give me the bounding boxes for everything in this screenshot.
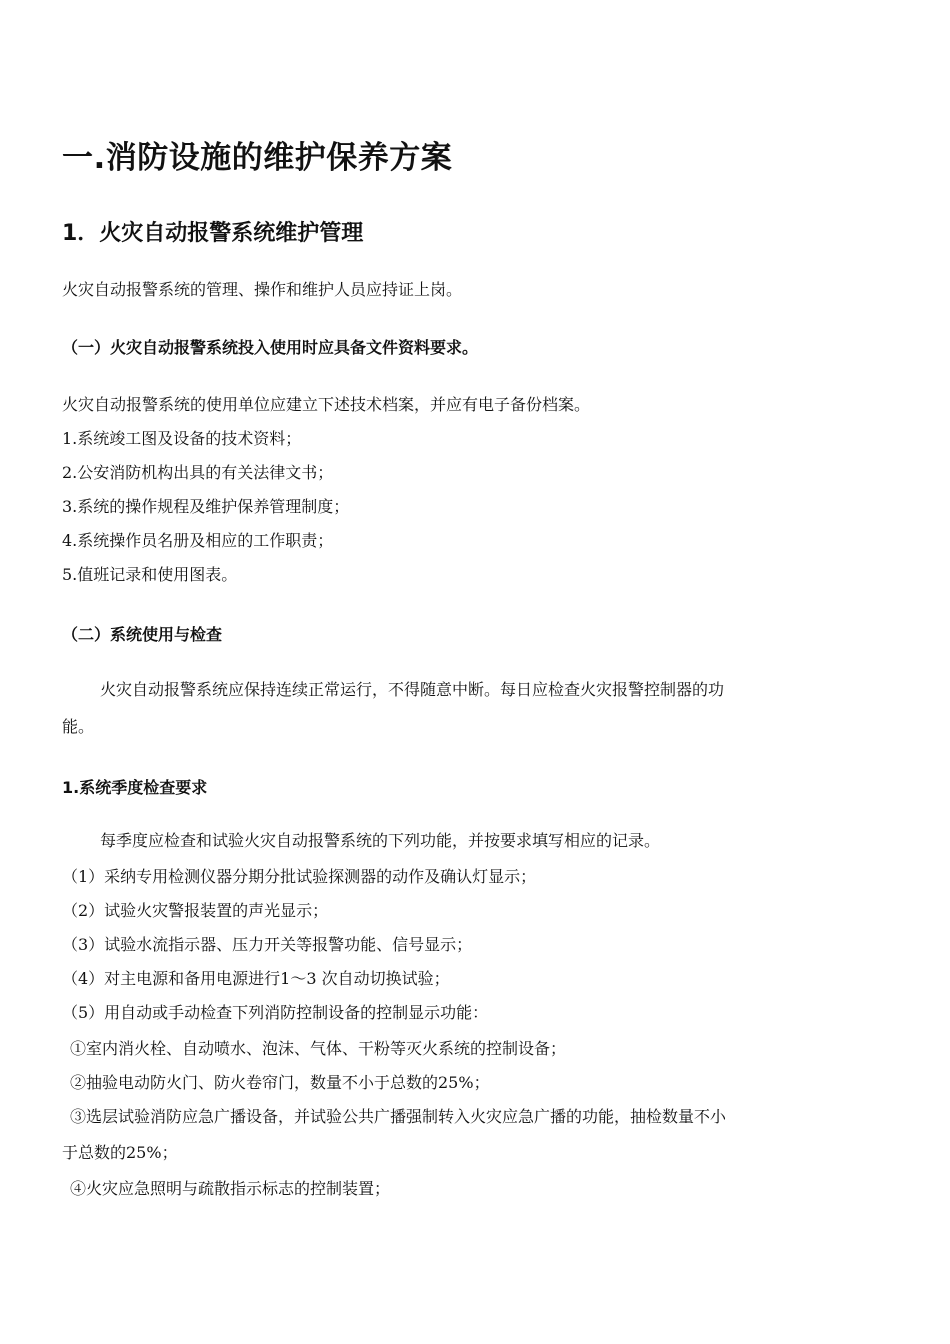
archive-item: 2.公安消防机构出具的有关法律文书； <box>62 463 334 482</box>
archive-lead: 火灾自动报警系统的使用单位应建立下述技术档案，并应有电子备份档案。 <box>62 395 591 414</box>
quarterly-item: （2）试验火灾警报装置的声光显示； <box>62 901 329 920</box>
archive-item: 3.系统的操作规程及维护保养管理制度； <box>62 497 350 516</box>
archive-item: 5.值班记录和使用图表。 <box>62 565 238 584</box>
control-sub-item: ②抽验电动防火门、防火卷帘门，数量不小于总数的25%； <box>70 1073 490 1092</box>
quarterly-item: （4）对主电源和备用电源进行1～3 次自动切换试验； <box>62 969 450 988</box>
control-sub-item-cont: 于总数的25%； <box>62 1143 178 1162</box>
subsection-heading-1: （一）火灾自动报警系统投入使用时应具备文件资料要求。 <box>62 338 479 357</box>
quarterly-item: （3）试验水流指示器、压力开关等报警功能、信号显示； <box>62 935 473 954</box>
control-sub-item: ④火灾应急照明与疏散指示标志的控制装置； <box>70 1179 391 1198</box>
intro-paragraph: 火灾自动报警系统的管理、操作和维护人员应持证上岗。 <box>62 280 463 299</box>
operation-paragraph: 火灾自动报警系统应保持连续正常运行，不得随意中断。每日应检查火灾报警控制器的功 <box>100 680 725 699</box>
control-sub-item: ③选层试验消防应急广播设备，并试验公共广播强制转入火灾应急广播的功能，抽检数量不小 <box>70 1107 727 1126</box>
quarterly-item: （5）用自动或手动检查下列消防控制设备的控制显示功能： <box>62 1003 489 1022</box>
archive-item: 4.系统操作员名册及相应的工作职责； <box>62 531 334 550</box>
archive-item: 1.系统竣工图及设备的技术资料； <box>62 429 302 448</box>
document-title: 一.消防设施的维护保养方案 <box>62 140 453 176</box>
quarterly-lead: 每季度应检查和试验火灾自动报警系统的下列功能，并按要求填写相应的记录。 <box>100 831 661 850</box>
quarterly-heading: 1.系统季度检查要求 <box>62 778 208 797</box>
control-sub-item: ①室内消火栓、自动喷水、泡沫、气体、干粉等灭火系统的控制设备； <box>70 1039 567 1058</box>
operation-paragraph-cont: 能。 <box>62 717 95 736</box>
section-heading: 1．火灾自动报警系统维护管理 <box>62 221 364 246</box>
subsection-heading-2: （二）系统使用与检查 <box>62 625 223 644</box>
quarterly-item: （1）采纳专用检测仪器分期分批试验探测器的动作及确认灯显示； <box>62 867 537 886</box>
